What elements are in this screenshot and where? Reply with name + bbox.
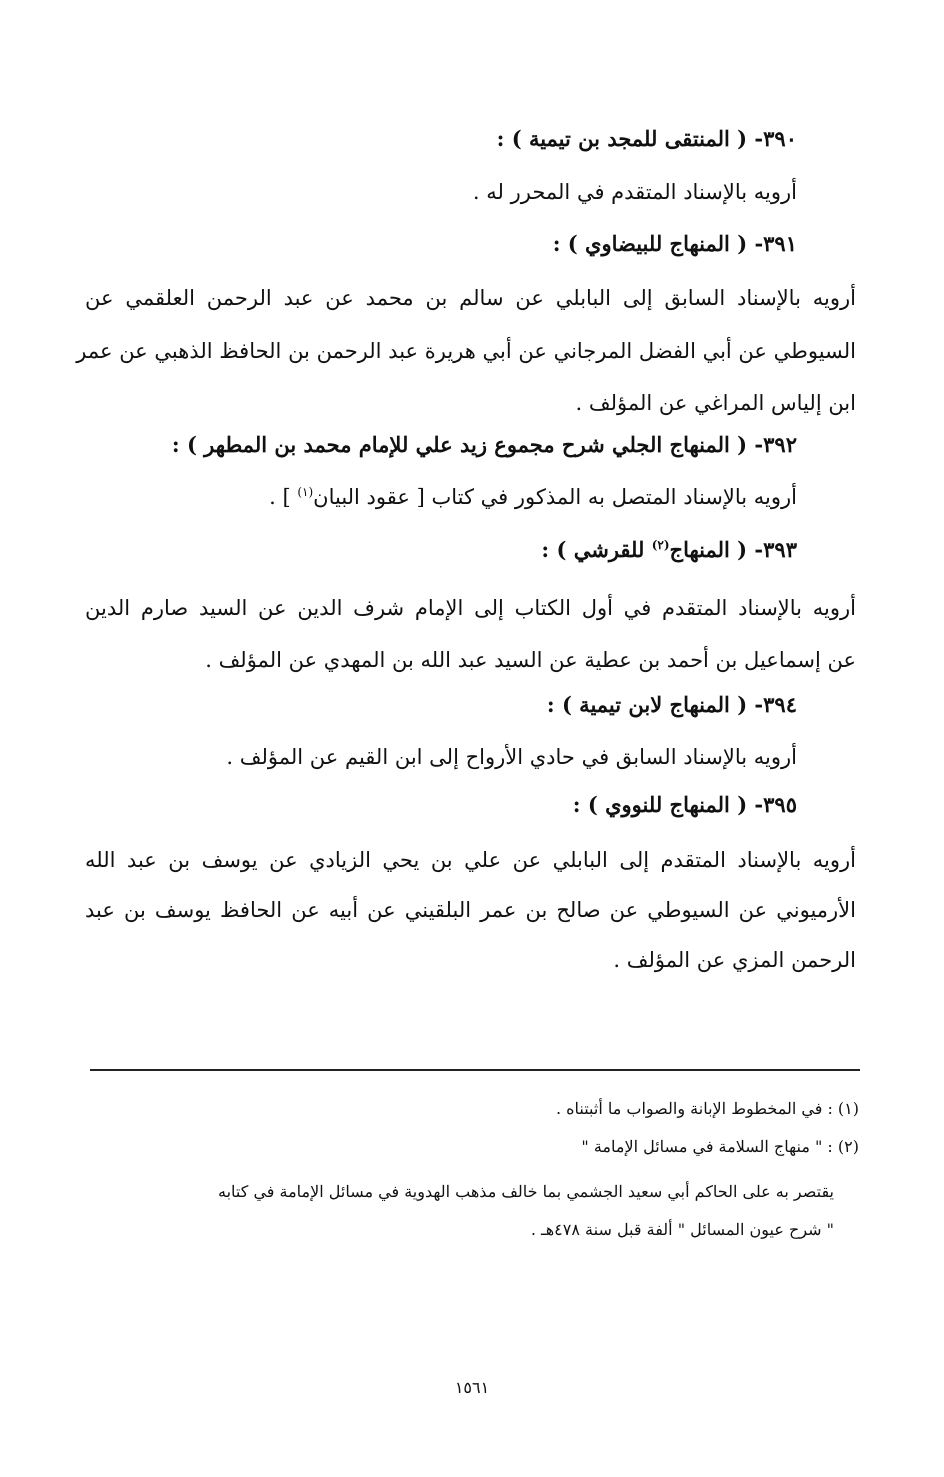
entry-text-393-line2: عن إسماعيل بن أحمد بن عطية عن السيد عبد الله بن المهدي عن المؤلف . [205,648,856,672]
footnote-ref-2: (٢) [651,538,670,552]
footnote-2-continuation-1: يقتصر به على الحاكم أبي سعيد الجشمي بما خالف مذهب الهدوية في مسائل الإمامة في كتابه [218,1182,834,1201]
footnote-2: (٢) : " منهاج السلامة في مسائل الإمامة " [581,1137,859,1156]
entry-heading-392: ٣٩٢- ( المنهاج الجلي شرح مجموع زيد علي للإمام محمد بن المطهر ) : [171,432,797,457]
entry-text-393-line1: أرويه بالإسناد المتقدم في أول الكتاب إلى الإمام شرف الدين عن السيد صارم الدين [85,596,856,620]
entry-text-395-line2: الأرميوني عن السيوطي عن صالح بن عمر البلقيني عن أبيه عن الحافظ يوسف بن عبد [85,898,856,922]
entry-heading-395: ٣٩٥- ( المنهاج للنووي ) : [572,792,797,817]
entry-text-391-line1: أرويه بالإسناد السابق إلى البابلي عن سالم بن محمد عن عبد الرحمن العلقمي عن [85,286,856,310]
footnote-separator [90,1069,860,1071]
entry-text-392 [85,482,797,512]
footnote-1: (١) : في المخطوط الإبانة والصواب ما أثبتناه . [555,1099,859,1118]
entry-text-395-line1: أرويه بالإسناد المتقدم إلى البابلي عن علي بن يحي الزيادي عن يوسف بن عبد الله [85,848,856,872]
entry-heading-391: ٣٩١- ( المنهاج للبيضاوي ) : [552,231,797,256]
entry-heading-393-main: ٣٩٣- ( المنهاج [669,537,797,562]
page-number: ١٥٦١ [454,1378,490,1397]
entry-heading-393 [85,535,797,565]
entry-text-391-line2: السيوطي عن أبي الفضل المرجاني عن أبي هريرة عبد الرحمن بن الحافظ الذهبي عن عمر [76,339,856,363]
entry-text-395-line3: الرحمن المزي عن المؤلف . [613,948,856,972]
footnote-ref-1: (١) [297,485,314,499]
entry-heading-393-end: للقرشي ) : [541,537,652,562]
footnote-2-continuation-2: " شرح عيون المسائل " ألفة قبل سنة ٤٧٨هـ . [530,1220,834,1239]
entry-text-394: أرويه بالإسناد السابق في حادي الأرواح إلى ابن القيم عن المؤلف . [226,745,797,769]
entry-heading-390: ٣٩٠- ( المنتقى للمجد بن تيمية ) : [496,126,797,151]
entry-text-392-main: أرويه بالإسناد المتصل به المذكور في كتاب [ عقود البيان [313,485,797,509]
entry-text-390: أرويه بالإسناد المتقدم في المحرر له . [472,180,797,204]
entry-text-392-end: ] . [269,485,298,509]
entry-heading-394: ٣٩٤- ( المنهاج لابن تيمية ) : [546,692,797,717]
entry-text-391-line3: ابن إلياس المراغي عن المؤلف . [575,391,856,415]
